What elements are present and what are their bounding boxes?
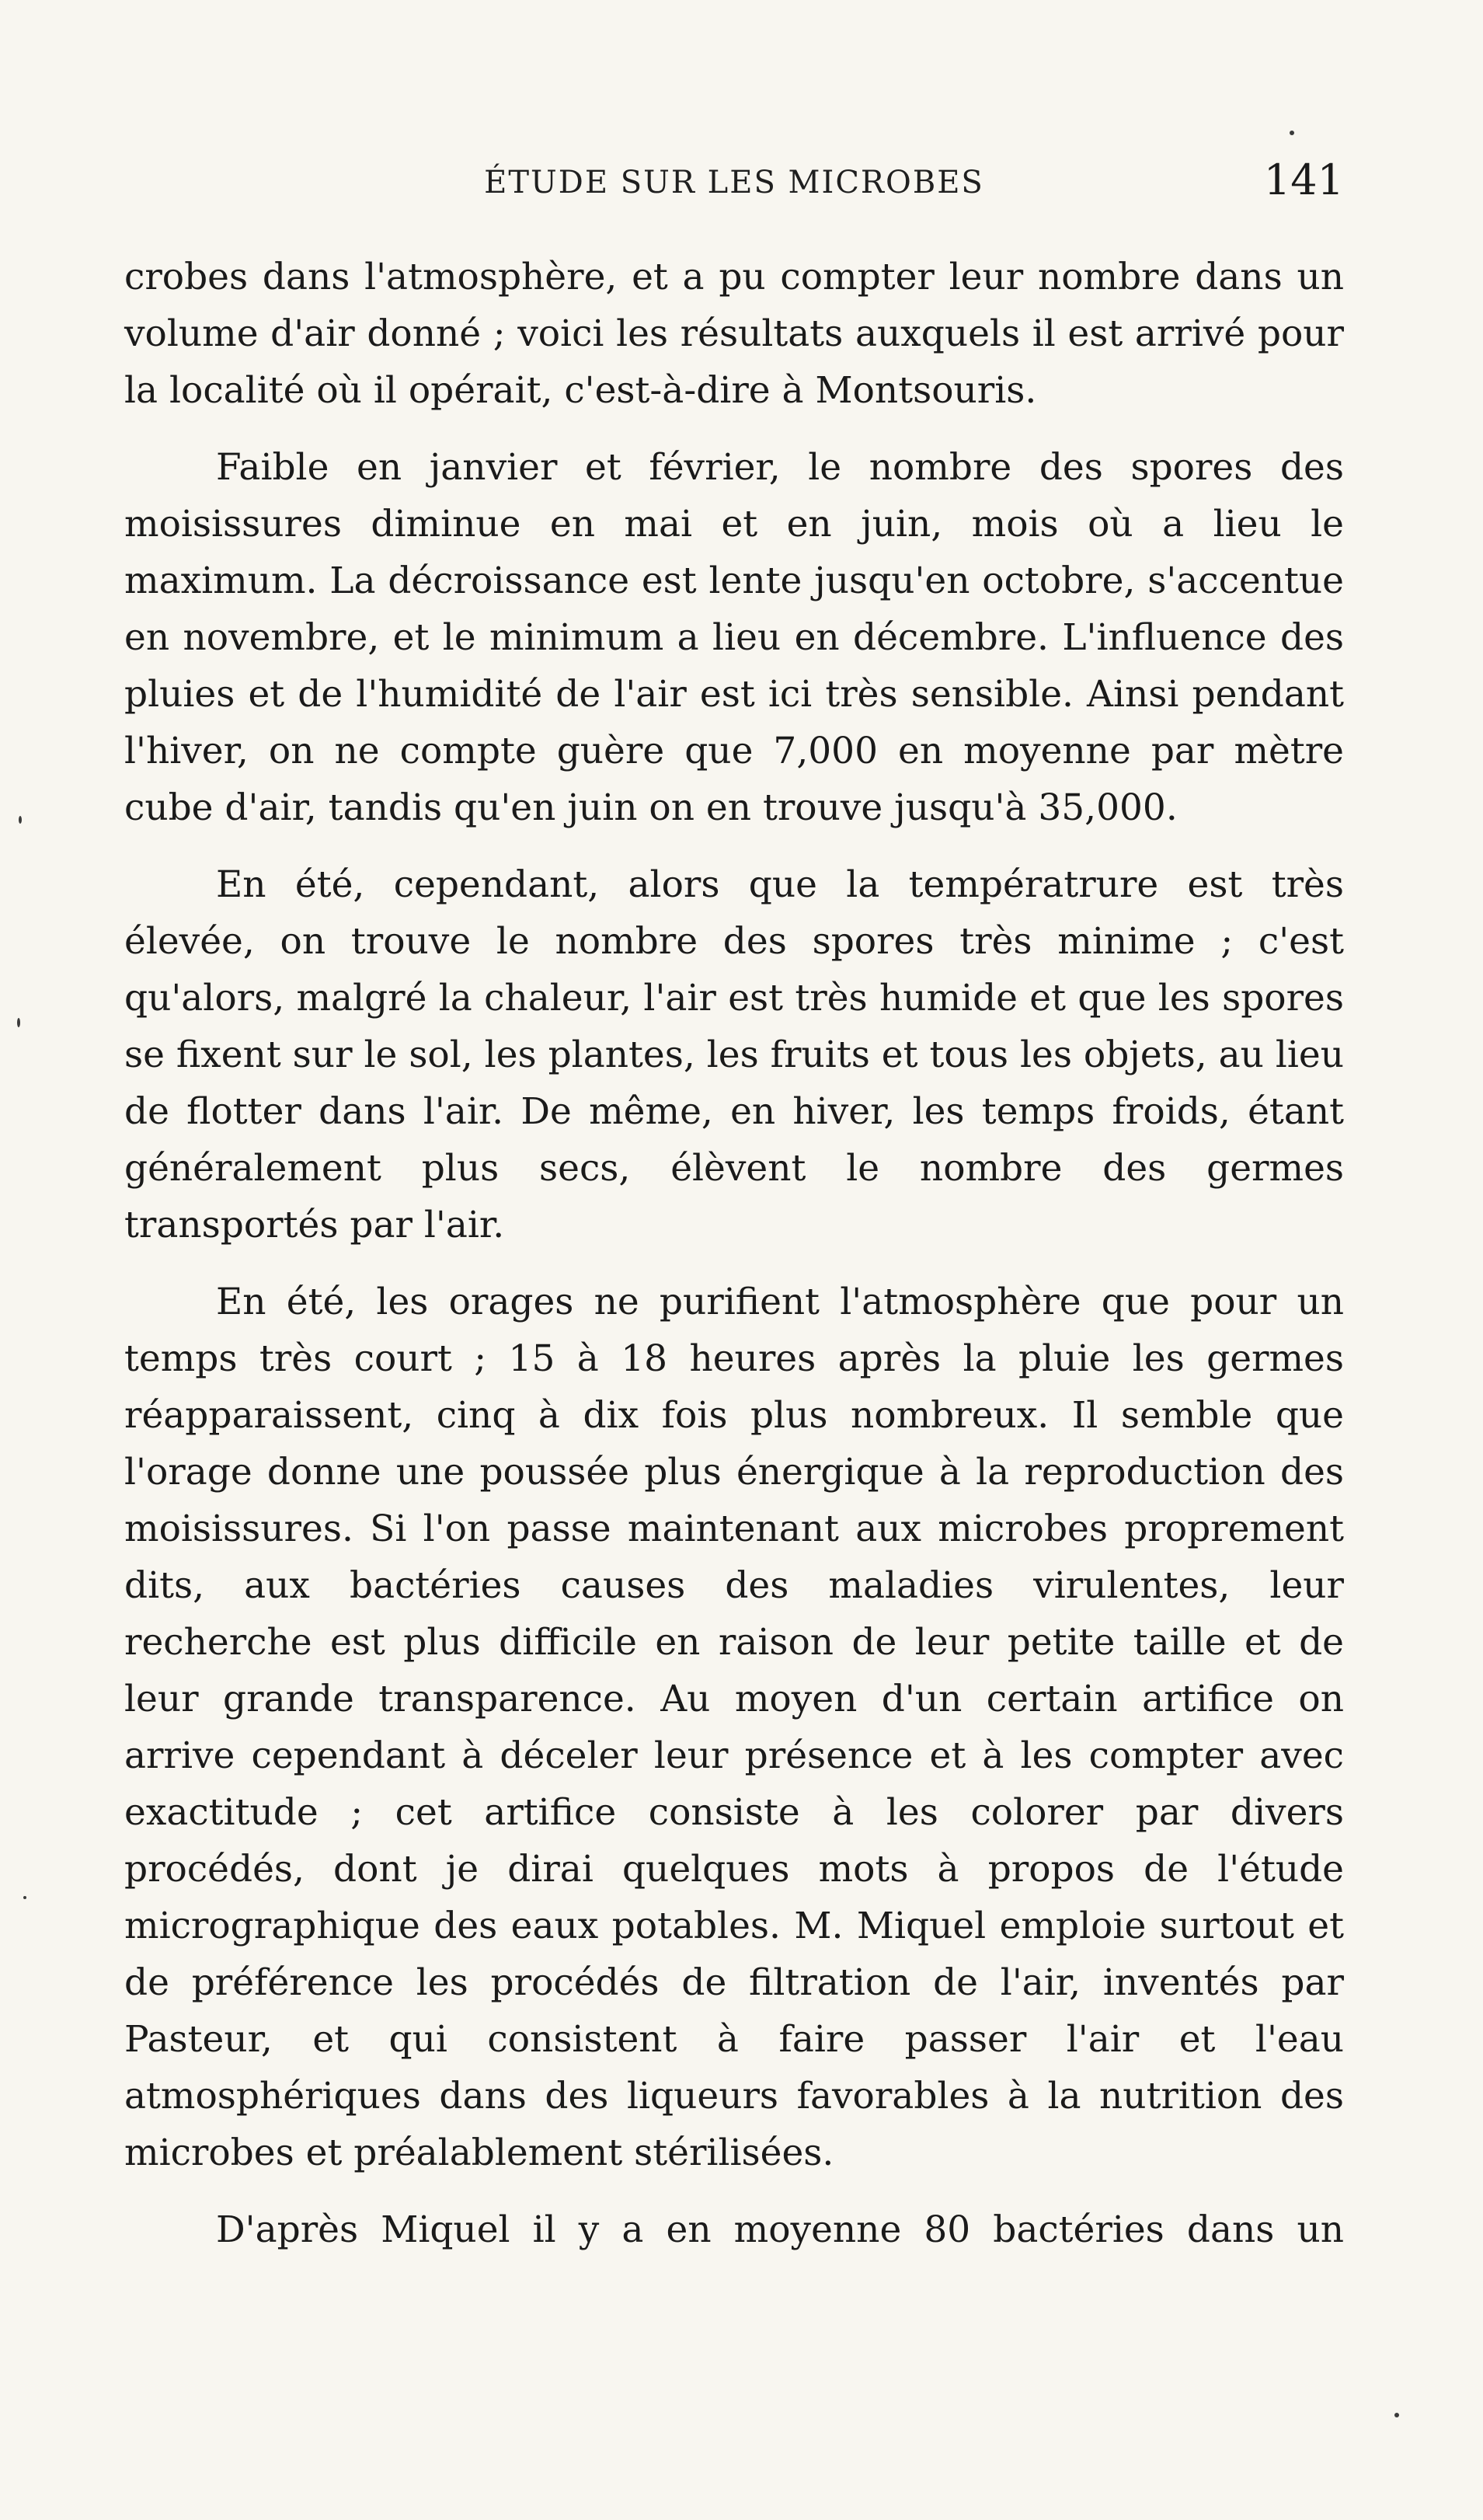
body-text (124, 249, 1344, 2278)
print-speck (1290, 131, 1294, 135)
paragraph-summer: En été, cependant, alors que la températrure est très élevée, on trouve le nombre des spores très minime ; c'est qu'alors, malgré la chaleur, l'air est très humide et que les spores se fixent sur le sol, les plantes, les fruits et tous les objets, au lieu de flotter dans l'air. De même, en hiver, les temps froids, étant généralement plus secs, élèvent le nombre des germes transportés par l'air. (124, 863, 1344, 1246)
paragraph-continuation: crobes dans l'atmosphère, et a pu compter leur nombre dans un volume d'air donné ; voici les résultats auxquels il est arrivé pour la localité où il opérait, c'est-à-dire à Montsouris. (124, 256, 1344, 412)
page-number: 141 (1263, 155, 1344, 204)
running-title: ÉTUDE SUR LES MICROBES (484, 165, 984, 200)
print-speck (17, 1018, 20, 1027)
print-speck (23, 1896, 26, 1899)
print-speck (19, 816, 22, 824)
paragraph-miquel: D'après Miquel il y a en moyenne 80 bactéries dans un (216, 2208, 1344, 2251)
print-speck (1394, 2413, 1399, 2417)
page-header (124, 155, 1344, 218)
paragraph-storms: En été, les orages ne purifient l'atmosphère que pour un temps très court ; 15 à 18 heures après la pluie les germes réapparaissent, cinq à dix fois plus nombreux. Il semble que l'orage donne une poussée plus énergique à la reproduction des moisissures. Si l'on passe maintenant aux microbes proprement dits, aux bactéries causes des maladies virulentes, leur recherche est plus difficile en raison de leur petite taille et de leur grande transparence. Au moyen d'un certain artifice on arrive cependant à déceler leur présence et à les compter avec exactitude ; cet artifice consiste à les colorer par divers procédés, dont je dirai quelques mots à propos de l'étude micrographique des eaux potables. M. Miquel emploie surtout et de préférence les procédés de filtration de l'air, inventés par Pasteur, et qui consistent à faire passer l'air et l'eau atmosphériques dans des liqueurs favorables à la nutrition des microbes et préalablement stérilisées. (124, 1281, 1344, 2174)
paragraph-spores: Faible en janvier et février, le nombre des spores des moisissures diminue en mai et en juin, mois où a lieu le maximum. La décroissance est lente jusqu'en octobre, s'accentue en novembre, et le minimum a lieu en décembre. L'influence des pluies et de l'humidité de l'air est ici très sensible. Ainsi pendant l'hiver, on ne compte guère que 7,000 en moyenne par mètre cube d'air, tandis qu'en juin on en trouve jusqu'à 35,000. (124, 446, 1344, 829)
